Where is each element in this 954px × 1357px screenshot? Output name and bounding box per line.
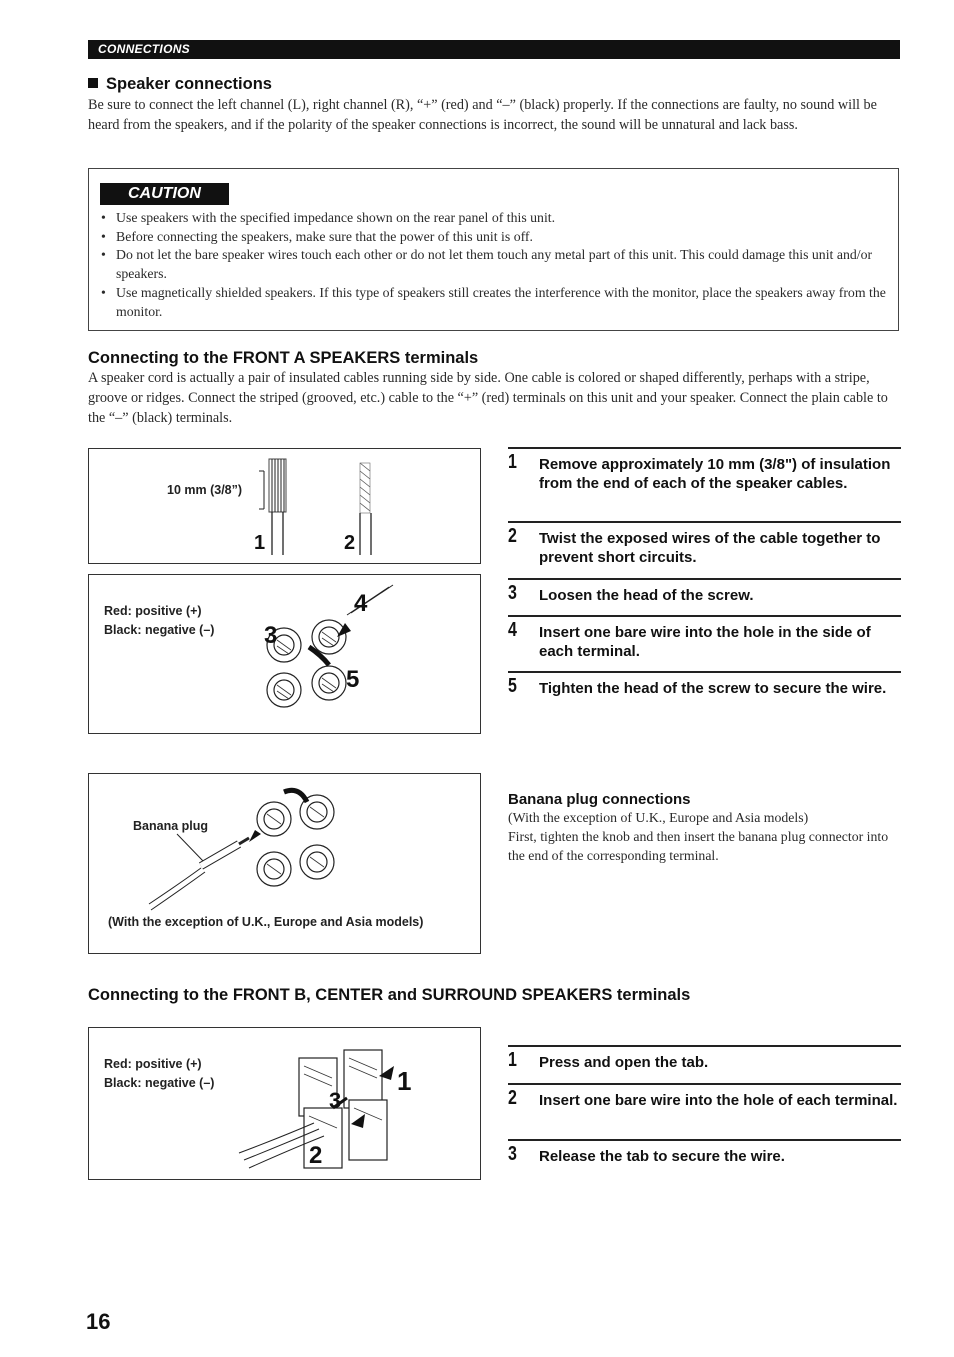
banana-plug-label: Banana plug <box>133 819 209 833</box>
banana-plug-note: (With the exception of U.K., Europe and Asia models) <box>508 810 809 825</box>
strip-wire-figure <box>88 448 481 564</box>
red-positive-label: Red: positive (+) <box>104 1057 202 1071</box>
caution-label: CAUTION <box>100 183 229 205</box>
step-number: 2 <box>508 525 517 547</box>
step-text: Tighten the head of the screw to secure the wire. <box>539 680 887 697</box>
step-number: 3 <box>508 582 517 604</box>
step-text: Remove approximately 10 mm (3/8") of insulation from the end of each of the speaker cables. <box>539 456 891 492</box>
fig2-number-3: 3 <box>264 622 278 649</box>
fig3-number-3: 3 <box>329 1088 342 1113</box>
caution-item: • Before connecting the speakers, make sure that the power of this unit is off. <box>99 228 889 247</box>
screw-terminal-figure <box>88 574 481 734</box>
front-a-body: A speaker cord is actually a pair of insulated cables running side by side. One cable is colored or shaped differently, perhaps with a stripe, groove or ridges. Connect the striped (grooved, etc.) cable to the “+” (red) terminals on this unit and your speaker. Connect the plain cable to the “–” (black) terminals. <box>88 370 888 426</box>
speaker-connections-section <box>88 75 900 135</box>
fig2-number-5: 5 <box>346 666 360 693</box>
banana-plug-instructions: First, tighten the knob and then insert the banana plug connector into the end of the corresponding terminal. <box>508 829 889 863</box>
fig1-number-2: 2 <box>344 532 356 554</box>
section-tab-label: CONNECTIONS <box>98 42 190 56</box>
black-negative-label: Black: negative (–) <box>104 1076 215 1090</box>
front-a-step-3 <box>508 578 901 616</box>
caution-item: • Use magnetically shielded speakers. If this type of speakers still creates the interference with the monitor, place the speakers away from the monitor. <box>99 284 889 321</box>
screw-terminal-illustration <box>89 575 480 733</box>
banana-plug-figure <box>88 773 481 954</box>
spring-terminal-figure <box>88 1027 481 1180</box>
banana-figure-caption: (With the exception of U.K., Europe and Asia models) <box>108 915 424 929</box>
step-text: Insert one bare wire into the hole in the side of each terminal. <box>539 624 871 660</box>
measure-label: 10 mm (3/8”) <box>167 483 243 497</box>
step-number: 2 <box>508 1087 517 1109</box>
step-number: 4 <box>508 619 517 641</box>
fig3-number-2: 2 <box>309 1142 323 1169</box>
front-a-step-2 <box>508 521 901 578</box>
front-b-step-1 <box>508 1045 901 1083</box>
speaker-connections-body: Be sure to connect the left channel (L), right channel (R), “+” (red) and “–” (black) properly. If the connections are faulty, no sound will be heard from the speakers, and if the polarity of the speaker connections is incorrect, the sound will be unnatural and lack bass. <box>88 97 877 133</box>
square-bullet-icon <box>88 78 98 88</box>
front-a-heading: Connecting to the FRONT A SPEAKERS terminals <box>88 349 479 367</box>
caution-item: • Use speakers with the specified impedance shown on the rear panel of this unit. <box>99 209 889 228</box>
step-number: 1 <box>508 1049 517 1071</box>
caution-box <box>88 168 899 331</box>
front-a-step-1 <box>508 447 901 521</box>
black-negative-label: Black: negative (–) <box>104 623 215 637</box>
banana-plug-section <box>508 791 900 865</box>
step-number: 3 <box>508 1143 517 1165</box>
front-b-step-2 <box>508 1083 901 1140</box>
strip-wire-illustration <box>89 449 480 563</box>
spring-terminal-illustration <box>89 1028 480 1179</box>
step-text: Twist the exposed wires of the cable together to prevent short circuits. <box>539 530 881 566</box>
speaker-connections-title: Speaker connections <box>106 75 272 93</box>
fig3-number-1: 1 <box>397 1066 412 1096</box>
front-b-step-3 <box>508 1139 901 1177</box>
step-text: Release the tab to secure the wire. <box>539 1148 785 1165</box>
step-number: 5 <box>508 675 517 697</box>
banana-plug-title: Banana plug connections <box>508 791 691 808</box>
fig1-number-1: 1 <box>254 532 266 554</box>
fig2-number-4: 4 <box>354 590 368 617</box>
speaker-connections-heading <box>88 75 900 94</box>
step-text: Loosen the head of the screw. <box>539 587 754 604</box>
front-a-step-5 <box>508 671 901 728</box>
front-b-heading: Connecting to the FRONT B, CENTER and SURROUND SPEAKERS terminals <box>88 986 691 1004</box>
section-header-bar <box>88 40 900 59</box>
red-positive-label: Red: positive (+) <box>104 604 202 618</box>
page-number: 16 <box>86 1309 111 1334</box>
caution-item: • Do not let the bare speaker wires touch each other or do not let them touch any metal part of this unit. This could damage this unit and/or speakers. <box>99 246 889 283</box>
step-text: Insert one bare wire into the hole of each terminal. <box>539 1092 898 1109</box>
front-a-step-4 <box>508 615 901 672</box>
front-a-section <box>88 349 900 428</box>
step-text: Press and open the tab. <box>539 1054 709 1071</box>
caution-list <box>99 209 889 321</box>
step-number: 1 <box>508 451 517 473</box>
